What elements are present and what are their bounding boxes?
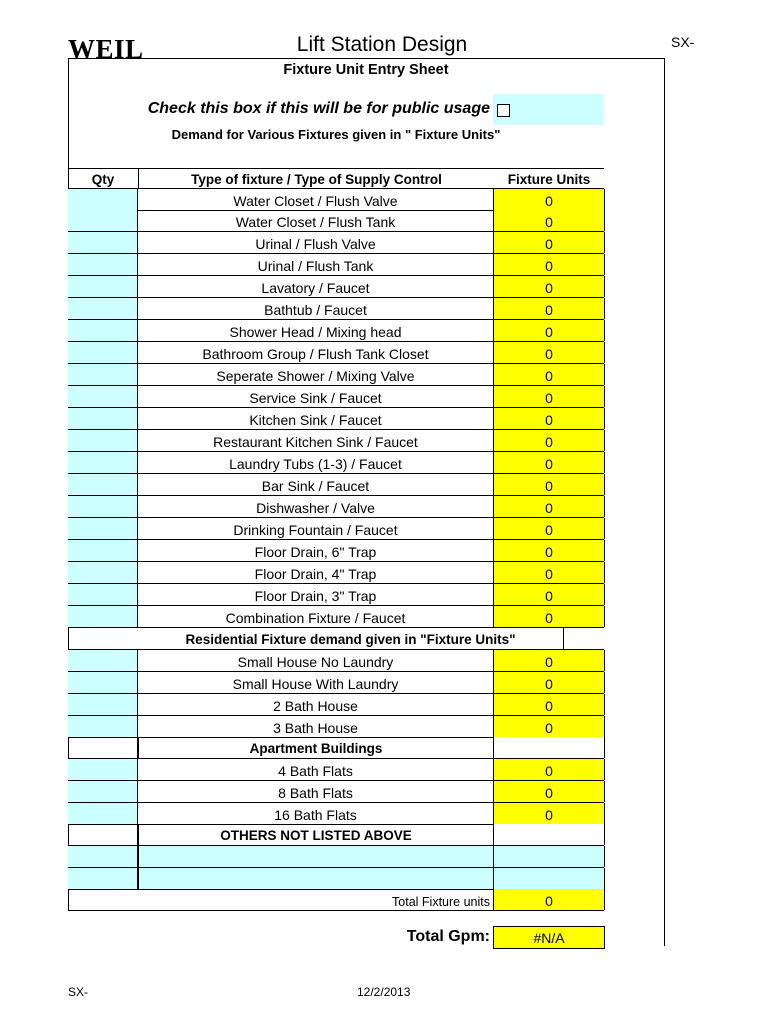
empty-cell (493, 737, 605, 758)
qty-input[interactable] (68, 781, 138, 802)
table-row (68, 606, 604, 628)
table-row (68, 474, 604, 496)
fixture-name: 4 Bath Flats (278, 763, 353, 779)
document-title: Lift Station Design (296, 33, 468, 56)
qty-input[interactable] (68, 803, 138, 824)
apartments-heading: Apartment Buildings (138, 737, 493, 758)
fixture-name: 3 Bath House (273, 720, 358, 736)
sheet-title: Fixture Unit Entry Sheet (283, 62, 449, 78)
qty-input[interactable] (68, 540, 138, 561)
empty-cell (493, 824, 605, 845)
fixture-units-value: 0 (493, 408, 605, 429)
fixture-name: Kitchen Sink / Faucet (249, 412, 382, 428)
fixture-units-value: 0 (493, 694, 605, 715)
table-row (68, 846, 604, 868)
fixture-units-value: 0 (493, 672, 605, 693)
fixture-name: Dishwasher / Valve (256, 500, 375, 516)
fixture-name: Combination Fixture / Faucet (225, 610, 406, 626)
qty-input[interactable] (68, 846, 138, 867)
company-logo: WEIL (68, 34, 144, 64)
qty-input[interactable] (68, 298, 138, 319)
fixture-units-value: 0 (493, 452, 605, 473)
fixture-units-value: 0 (493, 364, 605, 385)
table-row (68, 540, 604, 562)
public-usage-label: Check this box if this will be for public usage (147, 100, 490, 117)
fixture-units-value: 0 (493, 781, 605, 802)
qty-column-header: Qty (68, 169, 139, 189)
table-row (68, 408, 604, 430)
table-row (68, 452, 604, 474)
custom-fixture-input[interactable] (138, 846, 493, 867)
table-row (68, 276, 604, 298)
qty-input[interactable] (68, 496, 138, 517)
fixture-name: Lavatory / Faucet (261, 280, 370, 296)
table-row (68, 210, 604, 232)
qty-input[interactable] (68, 518, 138, 539)
fixture-name: Floor Drain, 6" Trap (254, 544, 377, 560)
frame-top-border (68, 58, 664, 59)
fixture-units-value: 0 (493, 342, 605, 363)
fixture-units-value: 0 (493, 803, 605, 824)
footer-sheet-number: SX- (68, 985, 89, 999)
fixture-name: Water Closet / Flush Valve (233, 193, 398, 209)
empty-cell (68, 737, 138, 758)
table-row (68, 254, 604, 276)
custom-fixture-input[interactable] (138, 868, 493, 889)
sheet-number: SX- (671, 34, 695, 50)
fixture-units-value: 0 (493, 540, 605, 561)
fixture-name: Seperate Shower / Mixing Valve (216, 368, 415, 384)
fixture-name: Laundry Tubs (1-3) / Faucet (229, 456, 402, 472)
fixture-units-value: 0 (493, 210, 605, 231)
fixture-units-value: 0 (493, 254, 605, 275)
fixture-name: Floor Drain, 3" Trap (254, 588, 377, 604)
table-row (68, 430, 604, 452)
total-gpm-value: #N/A (493, 926, 605, 949)
qty-input[interactable] (68, 606, 138, 627)
qty-input[interactable] (68, 189, 138, 210)
fixture-units-value: 0 (493, 276, 605, 297)
fixture-name: Urinal / Flush Valve (255, 236, 376, 252)
qty-input[interactable] (68, 342, 138, 363)
fixture-name: Restaurant Kitchen Sink / Faucet (213, 434, 418, 450)
qty-input[interactable] (68, 452, 138, 473)
fixture-name: Bathtub / Faucet (264, 302, 367, 318)
fixture-name: 16 Bath Flats (274, 807, 357, 823)
qty-input[interactable] (68, 584, 138, 605)
qty-input[interactable] (68, 650, 138, 671)
fixture-units-value: 0 (493, 430, 605, 451)
total-fixture-units-row (68, 889, 604, 911)
fixture-units-value: 0 (493, 386, 605, 407)
apartments-section-row (68, 737, 604, 759)
table-row (68, 584, 604, 606)
table-row (68, 188, 604, 211)
others-heading: OTHERS NOT LISTED ABOVE (138, 824, 493, 845)
table-row (68, 364, 604, 386)
table-row (68, 716, 604, 738)
residential-heading: Residential Fixture demand given in "Fixture Units" (138, 628, 564, 649)
type-column-header: Type of fixture / Type of Supply Control (191, 172, 442, 187)
qty-input[interactable] (68, 562, 138, 583)
fixture-units-value: 0 (493, 518, 605, 539)
table-row (68, 650, 604, 672)
table-row (68, 232, 604, 254)
fixture-units-column-header: Fixture Units (507, 172, 591, 187)
fixture-name: Shower Head / Mixing head (229, 324, 402, 340)
qty-input[interactable] (68, 694, 138, 715)
fixture-name: Small House No Laundry (237, 654, 394, 670)
empty-cell (68, 628, 137, 649)
residential-section-row (68, 627, 604, 650)
fixture-units-value: 0 (493, 189, 605, 210)
fixture-name: Bathroom Group / Flush Tank Closet (202, 346, 429, 362)
table-row (68, 781, 604, 803)
qty-input[interactable] (68, 672, 138, 693)
table-row (68, 562, 604, 584)
fixture-units-value: 0 (493, 298, 605, 319)
table-row (68, 320, 604, 342)
frame-right-border (664, 58, 665, 946)
fixture-units-value: 0 (493, 759, 605, 780)
fixture-name: 2 Bath House (273, 698, 358, 714)
public-usage-checkbox[interactable] (497, 104, 510, 117)
table-row (68, 342, 604, 364)
fixture-name: Drinking Fountain / Faucet (233, 522, 398, 538)
fixture-name: Water Closet / Flush Tank (235, 214, 396, 230)
qty-input[interactable] (68, 759, 138, 780)
table-row (68, 868, 604, 890)
fixture-name: Urinal / Flush Tank (257, 258, 374, 274)
qty-input[interactable] (68, 868, 138, 889)
qty-input[interactable] (68, 386, 138, 407)
fixture-units-value: 0 (493, 584, 605, 605)
fixture-units-value: 0 (493, 716, 605, 737)
fixture-name: Small House With Laundry (232, 676, 399, 692)
fixture-units-value: 0 (493, 496, 605, 517)
total-fixture-units-value: 0 (493, 889, 605, 910)
footer-date: 12/2/2013 (357, 985, 411, 999)
qty-input[interactable] (68, 364, 138, 385)
qty-input[interactable] (68, 254, 138, 275)
qty-input[interactable] (68, 210, 138, 231)
fixture-units-value: 0 (493, 320, 605, 341)
fixture-units-value: 0 (493, 232, 605, 253)
fixture-name: Service Sink / Faucet (249, 390, 382, 406)
table-row (68, 496, 604, 518)
total-gpm-label: Total Gpm: (406, 928, 490, 945)
qty-input[interactable] (68, 232, 138, 253)
fixture-name: Floor Drain, 4" Trap (254, 566, 377, 582)
qty-input[interactable] (68, 430, 138, 451)
table-row (68, 803, 604, 825)
empty-cell (68, 824, 138, 845)
qty-input[interactable] (68, 474, 138, 495)
qty-input[interactable] (68, 408, 138, 429)
others-section-row (68, 824, 604, 846)
fixture-units-value: 0 (493, 606, 605, 627)
fixture-name: 8 Bath Flats (278, 785, 353, 801)
fixture-units-value: 0 (493, 650, 605, 671)
custom-fixture-units-input[interactable] (493, 868, 605, 889)
table-row (68, 298, 604, 320)
fixture-units-value: 0 (493, 562, 605, 583)
demand-heading: Demand for Various Fixtures given in " Fixture Units" (171, 127, 501, 142)
table-row (68, 518, 604, 540)
qty-input[interactable] (68, 716, 138, 737)
table-header-row (68, 168, 604, 189)
table-row (68, 672, 604, 694)
fixture-units-value: 0 (493, 474, 605, 495)
custom-fixture-units-input[interactable] (493, 846, 605, 867)
total-fixture-units-label: Total Fixture units (392, 895, 490, 909)
table-row (68, 759, 604, 781)
fixture-name: Bar Sink / Faucet (261, 478, 370, 494)
qty-input[interactable] (68, 320, 138, 341)
qty-input[interactable] (68, 276, 138, 297)
table-row (68, 694, 604, 716)
table-row (68, 386, 604, 408)
